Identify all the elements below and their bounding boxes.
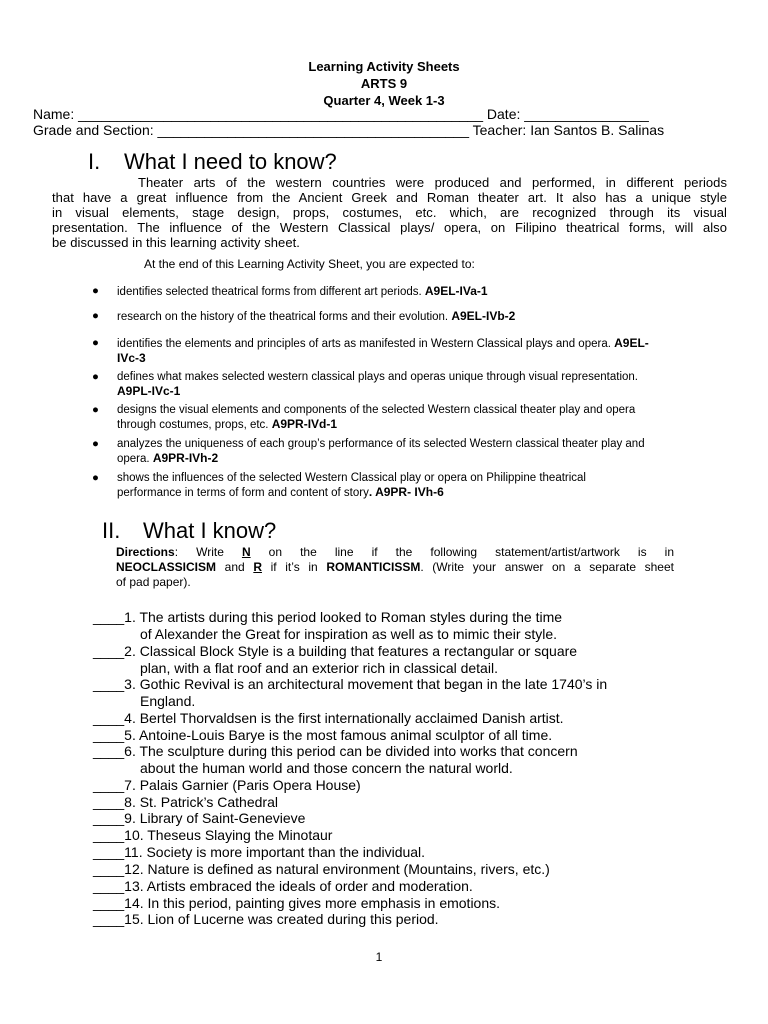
answer-blank: ____ [93, 676, 125, 692]
answer-blank: ____ [93, 861, 125, 877]
grade-row [33, 122, 664, 138]
question-item [93, 676, 607, 710]
teacher-name: Teacher: Ian Santos B. Salinas [468, 122, 665, 138]
answer-blank: ____ [93, 911, 125, 927]
question-item [93, 895, 500, 912]
question-text: 6. The sculpture during this period can be divided into works that concern [124, 743, 578, 759]
objective-code: A9EL-IVa-1 [424, 284, 488, 298]
question-text-continued: England. [140, 693, 196, 709]
directions-text: . (Write your answer on a separate sheet [420, 560, 674, 574]
answer-blank: ____ [93, 827, 125, 843]
bullet-icon: ● [92, 285, 99, 297]
directions-label: Directions [116, 545, 175, 559]
objective-text: identifies selected theatrical forms from different art periods. [117, 286, 425, 298]
section-1-title: What I need to know? [124, 149, 337, 174]
question-item [93, 861, 550, 878]
objective-code: A9PR-IVh-2 [152, 451, 219, 465]
question-text-continued: of Alexander the Great for inspiration as well as to mimic their style. [140, 626, 558, 642]
objective-text: identifies the elements and principles of arts as manifested in Western Classical plays and opera. [117, 338, 615, 350]
objective-text: analyzes the uniqueness of each group’s performance of its selected Western classical theater play and opera. [117, 438, 645, 465]
answer-blank: ____ [93, 727, 125, 743]
question-text: 3. Gothic Revival is an architectural movement that began in the late 1740’s in [124, 676, 608, 692]
directions-text: of pad paper). [116, 575, 191, 589]
question-text: 1. The artists during this period looked to Roman styles during the time [124, 609, 563, 625]
expectation-text: At the end of this Learning Activity Sheet, you are expected to: [144, 257, 475, 271]
question-item [93, 777, 361, 794]
neoclassicism-mark: N [241, 545, 251, 559]
directions-text: and [216, 560, 254, 574]
question-text: 15. Lion of Lucerne was created during this period. [124, 911, 439, 927]
grade-label: Grade and Section: [33, 122, 158, 138]
question-item [93, 844, 425, 861]
question-text: 2. Classical Block Style is a building that features a rectangular or square [124, 643, 578, 659]
directions-block [116, 545, 674, 590]
answer-blank: ____ [93, 777, 125, 793]
objective-code: A9EL-IVc-3 [117, 336, 649, 365]
directions-text: on the line if the following statement/artist/artwork is in [250, 545, 674, 559]
question-text: 14. In this period, painting gives more emphasis in emotions. [124, 895, 501, 911]
directions-text: : Write [174, 545, 242, 559]
directions-text: if it’s in [261, 560, 327, 574]
bullet-icon: ● [92, 472, 99, 484]
intro-line: be discussed in this learning activity sheet. [52, 235, 300, 250]
date-line: ________________ [524, 106, 649, 122]
objective-text: research on the history of the theatrical forms and their evolution. [117, 311, 452, 323]
objective-text: shows the influences of the selected Western Classical play or opera on Philippine theatrical performance in terms of form and content of story [117, 472, 586, 499]
question-item [93, 794, 278, 811]
bullet-icon: ● [92, 337, 99, 349]
name-row [33, 106, 649, 122]
objective-code: A9PL-IVc-1 [117, 384, 181, 398]
intro-paragraph [52, 175, 727, 250]
question-text: 13. Artists embraced the ideals of order and moderation. [124, 878, 473, 894]
doc-quarter: Quarter 4, Week 1-3 [323, 93, 445, 108]
objective-code: A9EL-IVb-2 [451, 309, 516, 323]
intro-line: presentation. The influence of the Western Classical plays/ opera, on Filipino theatrical forms, will also [52, 220, 727, 235]
section-1-numeral: I. [88, 149, 101, 174]
name-label: Name: [33, 106, 79, 122]
question-text: 8. St. Patrick’s Cathedral [124, 794, 278, 810]
answer-blank: ____ [93, 743, 125, 759]
answer-blank: ____ [93, 810, 125, 826]
bullet-icon: ● [92, 438, 99, 450]
section-2-title: What I know? [143, 518, 277, 543]
question-text: 7. Palais Garnier (Paris Opera House) [124, 777, 361, 793]
doc-title: Learning Activity Sheets [308, 59, 460, 74]
objective-code: . A9PR- IVh-6 [368, 485, 444, 499]
bullet-icon: ● [92, 404, 99, 416]
question-item [93, 727, 552, 744]
question-text: 11. Society is more important than the individual. [124, 844, 426, 860]
question-item [93, 810, 305, 827]
intro-line: that have a great influence from the Ancient Greek and Roman theater art. It also has a unique style [52, 190, 727, 205]
date-label: Date: [483, 106, 525, 122]
answer-blank: ____ [93, 878, 125, 894]
grade-line: ________________________________________ [157, 122, 469, 138]
question-item [93, 609, 562, 643]
answer-blank: ____ [93, 643, 125, 659]
romanticism-mark: R [253, 560, 262, 574]
neoclassicism-term: NEOCLASSICISM [116, 560, 217, 574]
question-item [93, 878, 473, 895]
answer-blank: ____ [93, 844, 125, 860]
answer-blank: ____ [93, 794, 125, 810]
answer-blank: ____ [93, 609, 125, 625]
question-item [93, 743, 578, 777]
intro-line: in visual elements, stage design, props, costumes, etc. which, are recognized through its visual [52, 205, 727, 220]
question-text: 4. Bertel Thorvaldsen is the first internationally acclaimed Danish artist. [124, 710, 564, 726]
section-1-heading [88, 149, 337, 175]
question-item [93, 827, 332, 844]
objective-code: A9PR-IVd-1 [271, 417, 338, 431]
intro-line: Theater arts of the western countries were produced and performed, in different periods [138, 175, 727, 190]
question-text-continued: about the human world and those concern the natural world. [140, 760, 513, 776]
section-2-heading [102, 518, 276, 544]
question-text: 5. Antoine-Louis Barye is the most famous animal sculptor of all time. [124, 727, 553, 743]
romanticism-term: ROMANTICISSM [326, 560, 421, 574]
answer-blank: ____ [93, 895, 125, 911]
page-number: 1 [375, 950, 383, 964]
question-text: 10. Theseus Slaying the Minotaur [124, 827, 333, 843]
section-2-numeral: II. [102, 518, 121, 543]
question-text: 9. Library of Saint-Genevieve [124, 810, 306, 826]
doc-subject: ARTS 9 [360, 76, 408, 91]
objective-text: designs the visual elements and components of the selected Western classical theater play and opera through costumes, props, etc. [117, 404, 636, 431]
question-text: 12. Nature is defined as natural environment (Mountains, rivers, etc.) [124, 861, 550, 877]
objective-text: defines what makes selected western classical plays and operas unique through visual representation. [117, 371, 638, 383]
question-item [93, 911, 439, 928]
answer-blank: ____ [93, 710, 125, 726]
name-line: ____________________________________________________ [78, 106, 484, 122]
question-text-continued: plan, with a flat roof and an exterior rich in classical detail. [140, 660, 498, 676]
bullet-icon: ● [92, 371, 99, 383]
question-item [93, 643, 577, 677]
bullet-icon: ● [92, 310, 99, 322]
question-item [93, 710, 564, 727]
